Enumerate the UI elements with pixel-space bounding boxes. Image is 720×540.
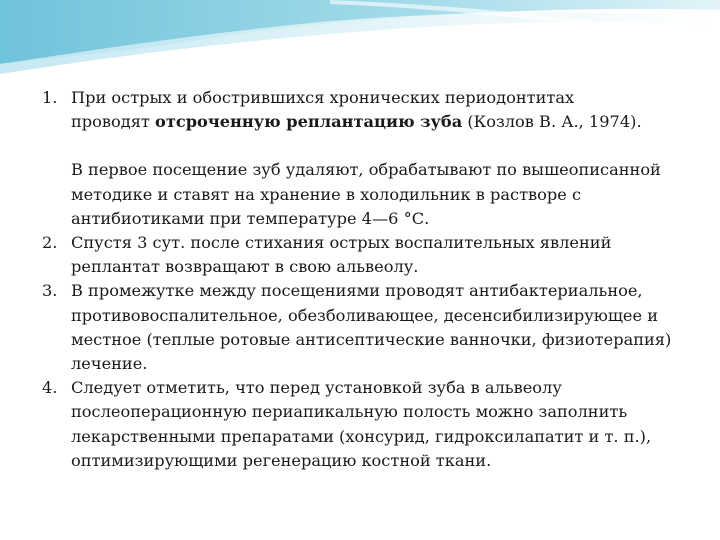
list-number: 4. <box>42 378 58 398</box>
list-item-2 <box>42 231 692 279</box>
slide-content <box>42 86 692 473</box>
list-item-text: Спустя 3 сут. после стихания острых воспалительных явлений реплантат возвращают в свою альвеолу. <box>71 233 612 277</box>
list-item-text: Следует отметить, что перед установкой зуба в альвеолу послеоперационную периапикальную полость можно заполнить лекарственными препаратами (хонсурид, гидроксилапатит и т. п.), оптимизирующими регенерацию костной ткани. <box>71 378 652 470</box>
header-wave-decoration <box>0 0 720 90</box>
item1-line2-suffix: (Козлов В. А., 1974). <box>462 112 642 132</box>
list-item-4 <box>42 376 692 473</box>
list-number: 2. <box>42 233 58 253</box>
emphasis-term: отсроченную реплантацию зуба <box>155 112 463 132</box>
item1-line1: При острых и обострившихся хронических периодонтитах <box>71 88 575 107</box>
list-item-1 <box>42 86 692 134</box>
list-number: 3. <box>42 281 58 301</box>
list-item-3 <box>42 279 692 376</box>
spacer <box>42 134 692 158</box>
paragraph-text: В первое посещение зуб удаляют, обрабатывают по вышеописанной методике и ставят на хранение в холодильник в растворе с антибиотиками при температуре 4—6 °С. <box>71 160 661 228</box>
list-number: 1. <box>42 88 58 107</box>
item1-line2-prefix: проводят <box>71 112 156 132</box>
list-item-text: В промежутке между посещениями проводят антибактериальное, противовоспалительное, обезболивающее, десенсибилизирующее и местное (теплые ротовые антисептические ванночки, физиотерапия) лечение. <box>71 281 672 374</box>
list-item-text <box>71 86 692 134</box>
list-item-1-paragraph <box>42 158 692 231</box>
